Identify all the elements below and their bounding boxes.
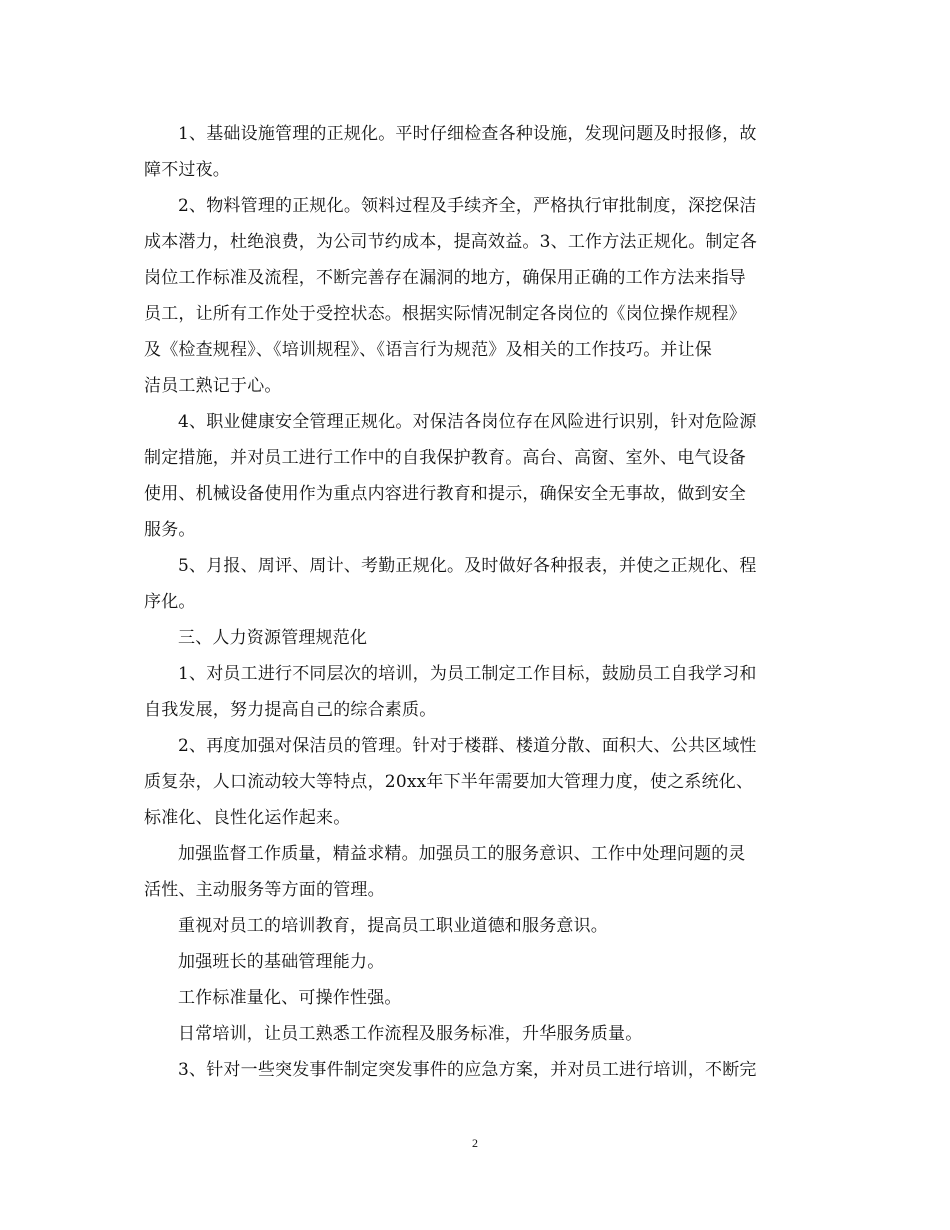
text-line: 质复杂，人口流动较大等特点，20xx年下半年需要加大管理力度，使之系统化、: [144, 772, 754, 792]
text-line: 加强班长的基础管理能力。: [178, 952, 385, 972]
text-line: 序化。: [144, 592, 196, 612]
paragraph: [144, 656, 810, 728]
paragraph: [144, 980, 810, 1016]
text-line: 5、月报、周评、周计、考勤正规化。及时做好各种报表，并使之正规化、程: [178, 556, 757, 576]
paragraph: [144, 188, 810, 404]
text-line: 洁员工熟记于心。: [144, 376, 282, 396]
text-line: 4、职业健康安全管理正规化。对保洁各岗位存在风险进行识别，针对危险源: [178, 412, 757, 432]
text-line: 2、再度加强对保洁员的管理。针对于楼群、楼道分散、面积大、公共区域性: [178, 736, 757, 756]
paragraph: [144, 1016, 810, 1052]
text-line: 员工，让所有工作处于受控状态。根据实际情况制定各岗位的《岗位操作规程》: [144, 304, 746, 324]
paragraph: [144, 836, 810, 908]
text-line: 1、对员工进行不同层次的培训，为员工制定工作目标，鼓励员工自我学习和: [178, 664, 757, 684]
paragraph: [144, 1052, 810, 1088]
paragraph: [144, 944, 810, 980]
text-line: 加强监督工作质量，精益求精。加强员工的服务意识、工作中处理问题的灵: [178, 844, 746, 864]
text-line: 重视对员工的培训教育，提高员工职业道德和服务意识。: [178, 916, 608, 936]
text-line: 3、针对一些突发事件制定突发事件的应急方案，并对员工进行培训，不断完: [178, 1060, 757, 1080]
paragraph: [144, 728, 810, 836]
paragraph: [144, 404, 810, 548]
text-line: 服务。: [144, 520, 196, 540]
text-line: 工作标准量化、可操作性强。: [178, 988, 402, 1008]
text-line: 自我发展，努力提高自己的综合素质。: [144, 700, 437, 720]
paragraph: [144, 620, 810, 656]
text-line: 2、物料管理的正规化。领料过程及手续齐全，严格执行审批制度，深挖保洁: [178, 196, 757, 216]
paragraph: [144, 908, 810, 944]
text-line: 及《检查规程》、《培训规程》、《语言行为规范》及相关的工作技巧。并让保: [144, 340, 712, 360]
text-line: 日常培训，让员工熟悉工作流程及服务标准，升华服务质量。: [178, 1024, 643, 1044]
text-line: 三、人力资源管理规范化: [178, 628, 368, 648]
paragraph: [144, 548, 810, 620]
text-line: 障不过夜。: [144, 160, 230, 180]
text-line: 1、基础设施管理的正规化。平时仔细检查各种设施，发现问题及时报修，故: [178, 124, 757, 144]
text-line: 岗位工作标准及流程，不断完善存在漏洞的地方，确保用正确的工作方法来指导: [144, 268, 746, 288]
text-line: 成本潜力，杜绝浪费，为公司节约成本，提高效益。3、工作方法正规化。制定各: [144, 232, 758, 252]
document-body: [144, 116, 810, 1088]
text-line: 标准化、良性化运作起来。: [144, 808, 351, 828]
text-line: 制定措施，并对员工进行工作中的自我保护教育。高台、高窗、室外、电气设备: [144, 448, 746, 468]
text-line: 使用、机械设备使用作为重点内容进行教育和提示，确保安全无事故，做到安全: [144, 484, 746, 504]
paragraph: [144, 116, 810, 188]
page-number: 2: [472, 1136, 478, 1150]
text-line: 活性、主动服务等方面的管理。: [144, 880, 385, 900]
